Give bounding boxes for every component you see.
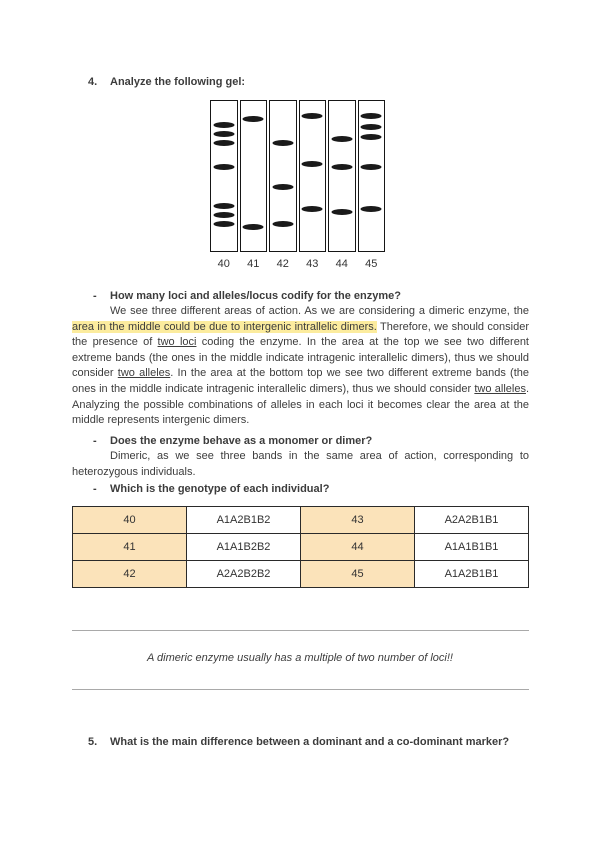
genotype-cell: A1A1B2B2: [187, 534, 301, 561]
gel-lane-44: [328, 100, 356, 252]
gel-band: [331, 164, 352, 170]
table-row: [73, 561, 529, 588]
sub-question-2: [93, 434, 372, 448]
genotype-table-body: [73, 507, 529, 588]
gel-band: [243, 224, 264, 230]
gel-band: [272, 184, 293, 190]
gel-lane-label-40: 40: [217, 258, 230, 270]
gel-lane-40: [210, 100, 238, 252]
text-segment-normal: . In the area at the bottom top we see two different extreme bands (the ones in the middle indicate intragenic interallelic dimers), thus we should consider: [72, 367, 529, 395]
gel-band: [243, 116, 264, 122]
gel-band: [302, 113, 323, 119]
individual-id-cell: 43: [301, 507, 415, 534]
individual-id-cell: 40: [73, 507, 187, 534]
question-5-number: 5.: [88, 736, 98, 748]
genotype-cell: A1A2B1B2: [187, 507, 301, 534]
gel-band: [213, 131, 234, 137]
bullet-dash: -: [93, 483, 97, 495]
answer-2-paragraph: [72, 449, 529, 480]
gel-lane-label-45: 45: [365, 258, 378, 270]
bullet-dash: -: [93, 290, 97, 302]
answer-1-paragraph: [72, 304, 529, 429]
gel-band: [213, 122, 234, 128]
gel-band: [361, 206, 382, 212]
sub-question-3: [93, 482, 329, 496]
gel-band: [361, 164, 382, 170]
genotype-cell: A2A2B1B1: [415, 507, 529, 534]
gel-band: [213, 212, 234, 218]
gel-lane-42: [269, 100, 297, 252]
genotype-table: [72, 506, 529, 588]
gel-band: [361, 134, 382, 140]
gel-band: [302, 161, 323, 167]
gel-band: [361, 113, 382, 119]
genotype-cell: A1A2B1B1: [415, 561, 529, 588]
table-row: [73, 534, 529, 561]
bullet-dash: -: [93, 435, 97, 447]
text-segment-normal: . Analyzing the possible combinations of alleles in each loci it becomes clear the area at the middle represents intergenic dimers.: [72, 382, 530, 427]
gel-lanes: [210, 100, 385, 252]
gel-lane-41: [240, 100, 268, 252]
divider-line-bottom: [72, 689, 529, 690]
individual-id-cell: 45: [301, 561, 415, 588]
text-segment-normal: Dimeric, as we see three bands in the same area of action, corresponding to heterozygous individuals.: [72, 450, 529, 478]
gel-band: [331, 209, 352, 215]
text-segment-normal: coding the enzyme. In the area at the top we see two different extreme bands (the ones in the middle indicate intragenic interallelic dimers), thus we should consider: [72, 336, 529, 380]
text-segment-highlight: area in the middle could be due to intergenic intrallelic dimers.: [72, 320, 377, 333]
sub-question-1: [93, 289, 401, 303]
sub-question-1-label: How many loci and alleles/locus codify for the enzyme?: [110, 290, 401, 302]
gel-band: [213, 140, 234, 146]
gel-band: [302, 206, 323, 212]
gel-band: [272, 140, 293, 146]
question-4-heading: [88, 75, 245, 89]
hint-note: A dimeric enzyme usually has a multiple of two number of loci!!: [147, 652, 453, 664]
genotype-cell: A1A1B1B1: [415, 534, 529, 561]
text-segment-underline: two alleles: [474, 382, 526, 395]
gel-band: [361, 124, 382, 130]
gel-band: [213, 164, 234, 170]
question-4-title: Analyze the following gel:: [110, 76, 246, 88]
text-segment-underline: two alleles: [117, 367, 171, 380]
sub-question-3-label: Which is the genotype of each individual?: [110, 483, 330, 495]
table-row: [73, 507, 529, 534]
gel-figure: [210, 100, 385, 270]
gel-lane-label-43: 43: [306, 258, 319, 270]
individual-id-cell: 42: [73, 561, 187, 588]
genotype-cell: A2A2B2B2: [187, 561, 301, 588]
gel-lane-label-41: 41: [247, 258, 260, 270]
gel-band: [213, 221, 234, 227]
gel-band: [272, 221, 293, 227]
question-4-number: 4.: [88, 76, 98, 88]
gel-lane-43: [299, 100, 327, 252]
divider-line-top: [72, 630, 529, 631]
individual-id-cell: 44: [301, 534, 415, 561]
sub-question-2-label: Does the enzyme behave as a monomer or dimer?: [110, 435, 373, 447]
text-segment-normal: Therefore, we should consider the presence of: [72, 320, 529, 349]
text-segment-underline: two loci: [157, 336, 197, 349]
question-5-title: What is the main difference between a dominant and a co-dominant marker?: [110, 736, 510, 748]
text-segment-normal: We see three different areas of action. As we are considering a dimeric enzyme, the: [110, 305, 529, 317]
gel-band: [213, 203, 234, 209]
gel-lane-45: [358, 100, 386, 252]
gel-labels: [210, 258, 385, 270]
gel-band: [331, 136, 352, 142]
gel-lane-label-42: 42: [276, 258, 289, 270]
gel-lane-label-44: 44: [335, 258, 348, 270]
question-5-heading: [88, 735, 509, 749]
individual-id-cell: 41: [73, 534, 187, 561]
